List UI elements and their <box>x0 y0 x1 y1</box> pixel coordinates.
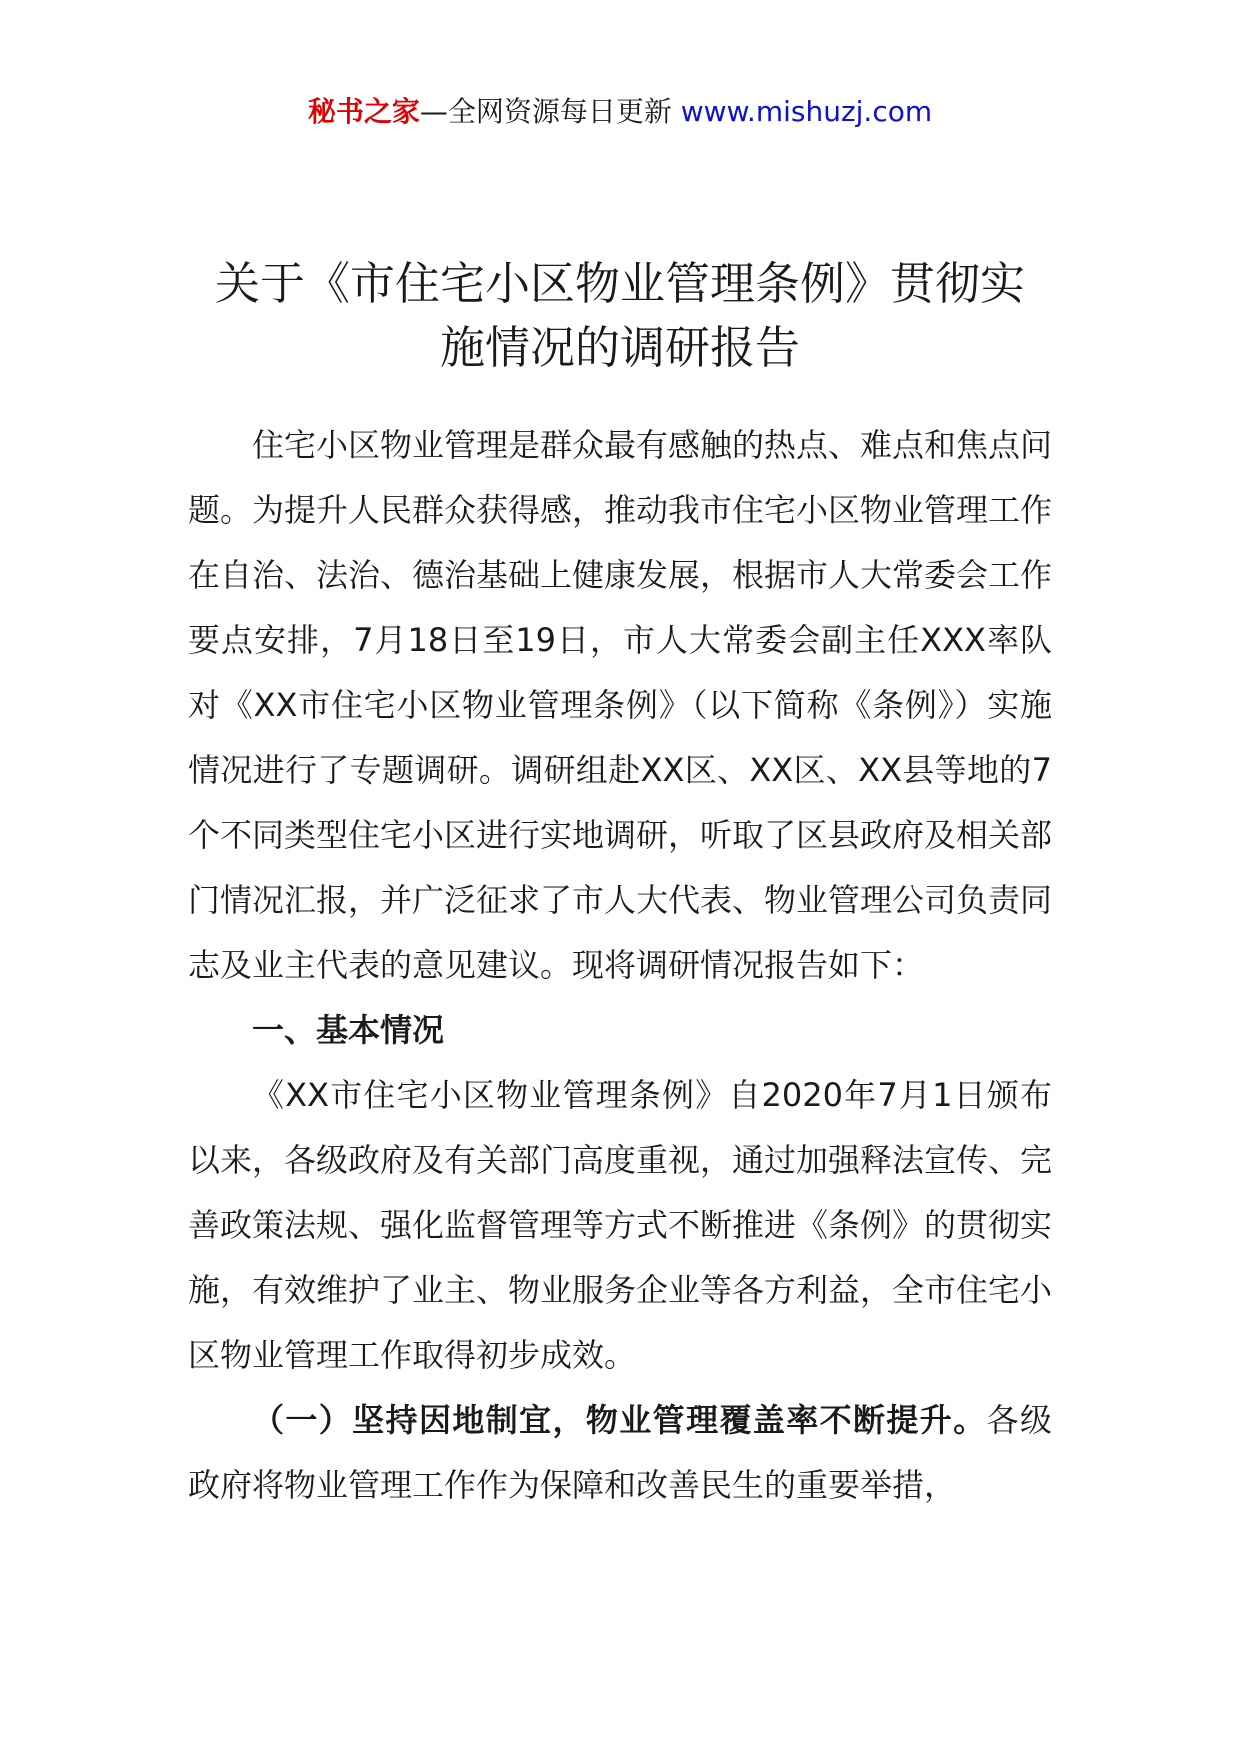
subsection-heading: （一）坚持因地制宜，物业管理覆盖率不断提升。 <box>252 1401 987 1439</box>
site-url-link[interactable]: www.mishuzj.com <box>680 95 933 128</box>
brand-name: 秘书之家 <box>307 95 420 128</box>
subsection-text: 各级政府将物业管理工作作为保障和改善民生的重要举措， <box>188 1401 1052 1504</box>
subsection-paragraph <box>188 1388 1052 1518</box>
document-body <box>188 413 1052 1518</box>
title-line-1: 关于《市住宅小区物业管理条例》贯彻实 <box>214 257 1025 310</box>
section-heading-basic-situation: 一、基本情况 <box>252 1011 445 1049</box>
document-title <box>150 252 1090 380</box>
site-header <box>0 92 1240 132</box>
intro-paragraph: 住宅小区物业管理是群众最有感触的热点、难点和焦点问题。为提升人民群众获得感，推动我市住宅小区物业管理工作在自治、法治、德治基础上健康发展，根据市人大常委会工作要点安排，7月18日至19日，市人大常委会副主任XXX率队对《XX市住宅小区物业管理条例》（以下简称《条例》）实施情况进行了专题调研。调研组赴XX区、XX区、XX县等地的7个不同类型住宅小区进行实地调研，听取了区县政府及相关部门情况汇报，并广泛征求了市人大代表、物业管理公司负责同志及业主代表的意见建议。现将调研情况报告如下： <box>188 426 1053 984</box>
title-line-2: 施情况的调研报告 <box>439 321 800 374</box>
header-tagline: —全网资源每日更新 <box>419 95 681 128</box>
section-paragraph: 《XX市住宅小区物业管理条例》自2020年7月1日颁布以来，各级政府及有关部门高度重视，通过加强释法宣传、完善政策法规、强化监督管理等方式不断推进《条例》的贯彻实施，有效维护了业主、物业服务企业等各方利益，全市住宅小区物业管理工作取得初步成效。 <box>188 1076 1053 1374</box>
